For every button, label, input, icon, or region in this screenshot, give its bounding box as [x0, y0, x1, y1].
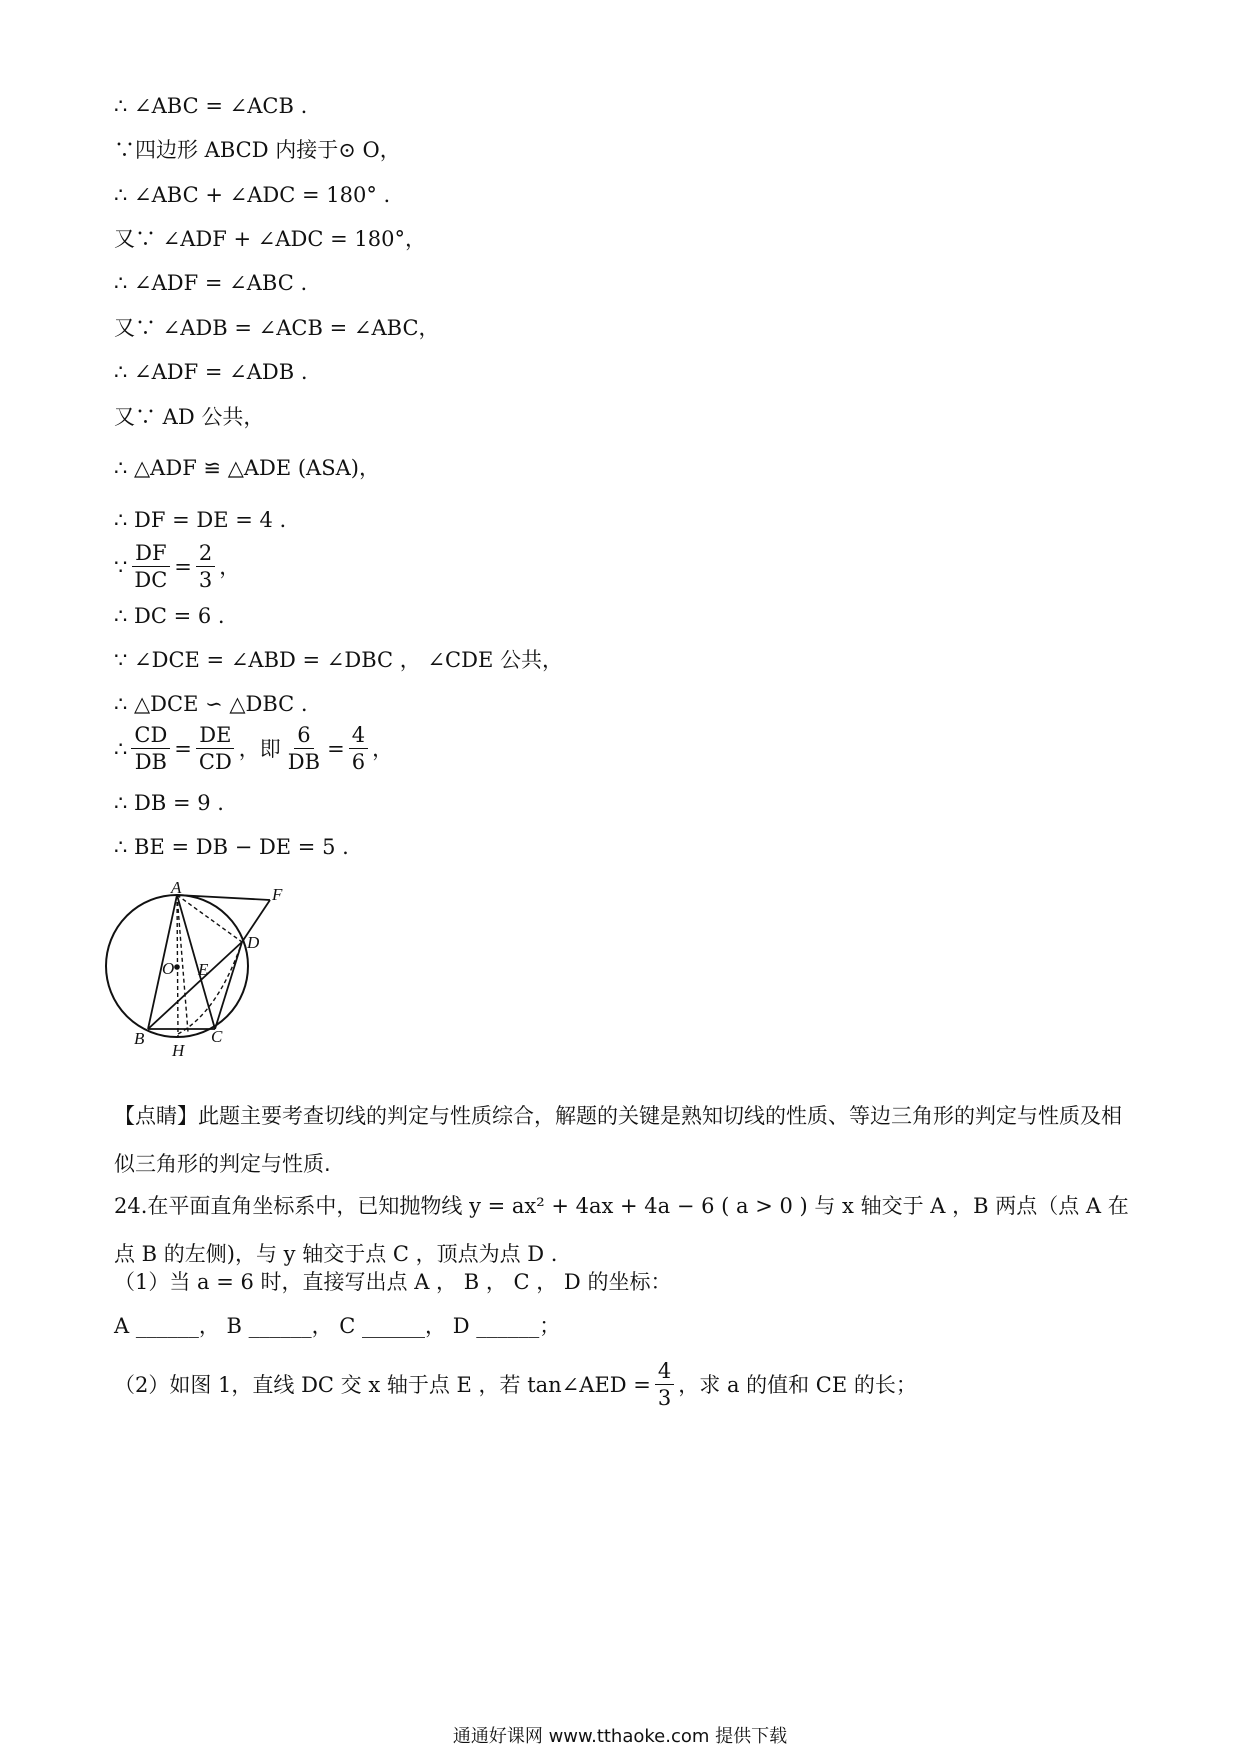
label-c: C: [211, 1027, 223, 1046]
fraction-6-db: [285, 722, 323, 775]
label-h: H: [172, 1041, 185, 1060]
proof-line-3: ∴ ∠ABC + ∠ADC = 180° .: [114, 183, 391, 207]
proof-line-5: ∴ ∠ADF = ∠ABC .: [114, 271, 308, 295]
frac-den: 6: [351, 750, 366, 774]
proof-line-6: 又∵ ∠ADB = ∠ACB = ∠ABC，: [114, 316, 440, 340]
proof-line-2: ∵四边形 ABCD 内接于⊙ O，: [114, 138, 401, 162]
equals: =: [174, 736, 192, 761]
frac-den: 3: [198, 568, 213, 592]
frac-den: CD: [198, 750, 232, 774]
frac-num: CD: [131, 722, 170, 749]
label-a: A: [171, 882, 182, 897]
label-e: E: [198, 960, 209, 979]
fraction-4-6: [349, 722, 368, 775]
frac1-prefix: ∵: [114, 554, 128, 579]
frac-den: 3: [657, 1386, 672, 1410]
part2-text: （2）如图 1，直线 DC 交 x 轴于点 E ，若 tan∠AED =: [114, 1372, 651, 1397]
frac2-prefix: ∴: [114, 736, 128, 761]
fraction-2-3: [196, 540, 215, 593]
proof-line-4: 又∵ ∠ADF + ∠ADC = 180°，: [114, 227, 426, 251]
proof-line-8: 又∵ AD 公共，: [114, 405, 265, 429]
fraction-4-3: [655, 1358, 674, 1411]
frac-num: DE: [196, 722, 234, 749]
proof-line-13: ∴ △DCE ∽ △DBC .: [114, 692, 308, 716]
fraction-de-cd: [196, 722, 235, 775]
answer-blanks: A ______， B ______， C ______， D ______；: [114, 1314, 561, 1338]
frac-num: 2: [196, 540, 215, 567]
frac-den: DC: [134, 568, 168, 592]
label-f: F: [272, 885, 283, 904]
frac-num: DF: [132, 540, 169, 567]
frac-den: DB: [134, 750, 167, 774]
fraction-line-2: [114, 722, 393, 775]
label-o: O: [162, 959, 175, 978]
frac-num: 4: [349, 722, 368, 749]
proof-line-12: ∵ ∠DCE = ∠ABD = ∠DBC ， ∠CDE 公共，: [114, 648, 563, 672]
proof-line-1: ∴ ∠ABC = ∠ACB .: [114, 94, 308, 118]
frac1-suffix: ，: [219, 554, 241, 579]
segment-af: [177, 895, 270, 900]
fraction-df-dc: [131, 540, 170, 593]
frac-num: 6: [294, 722, 313, 749]
segment-ac: [177, 895, 215, 1029]
question-24: 24.在平面直角坐标系中，已知抛物线 y = ax² + 4ax + 4a − 6 ( a > 0 ) 与 x 轴交于 A ，B 两点（点 A 在点 B 的左侧)，与 y 轴交于点 C ，顶点为点 D .: [114, 1194, 1129, 1266]
fraction-line-1: [114, 540, 240, 593]
proof-line-11: ∴ DC = 6 .: [114, 604, 225, 628]
frac-num: 4: [655, 1358, 674, 1385]
question-part-1: （1）当 a = 6 时，直接写出点 A ， B ， C ， D 的坐标：: [114, 1270, 672, 1294]
equals: =: [174, 554, 192, 579]
proof-line-9: ∴ △ADF ≌ △ADE (ASA)，: [114, 456, 380, 480]
arc-hd-dashed: [178, 942, 242, 1034]
fraction-cd-db: [131, 722, 170, 775]
proof-line-10: ∴ DF = DE = 4 .: [114, 508, 287, 532]
proof-line-14: ∴ DB = 9 .: [114, 791, 224, 815]
page-footer: 通通好课网 www.tthaoke.com 提供下载: [452, 1726, 788, 1747]
center-point-o: [174, 964, 180, 970]
geometry-figure: [100, 882, 330, 1082]
proof-line-7: ∴ ∠ADF = ∠ADB .: [114, 360, 308, 384]
proof-line-15: ∴ BE = DB − DE = 5 .: [114, 835, 349, 859]
frac2-suffix: ，: [372, 736, 394, 761]
label-b: B: [134, 1029, 145, 1048]
question-part-2: [114, 1358, 917, 1411]
frac2-mid: ，即: [238, 736, 281, 761]
equals: =: [327, 736, 345, 761]
comment-paragraph: 【点睛】此题主要考查切线的判定与性质综合，解题的关键是熟知切线的性质、等边三角形的判定与性质及相似三角形的判定与性质.: [114, 1104, 1122, 1176]
frac-den: DB: [287, 750, 321, 774]
label-d: D: [247, 933, 260, 952]
part2-suffix: ，求 a 的值和 CE 的长；: [678, 1372, 917, 1397]
